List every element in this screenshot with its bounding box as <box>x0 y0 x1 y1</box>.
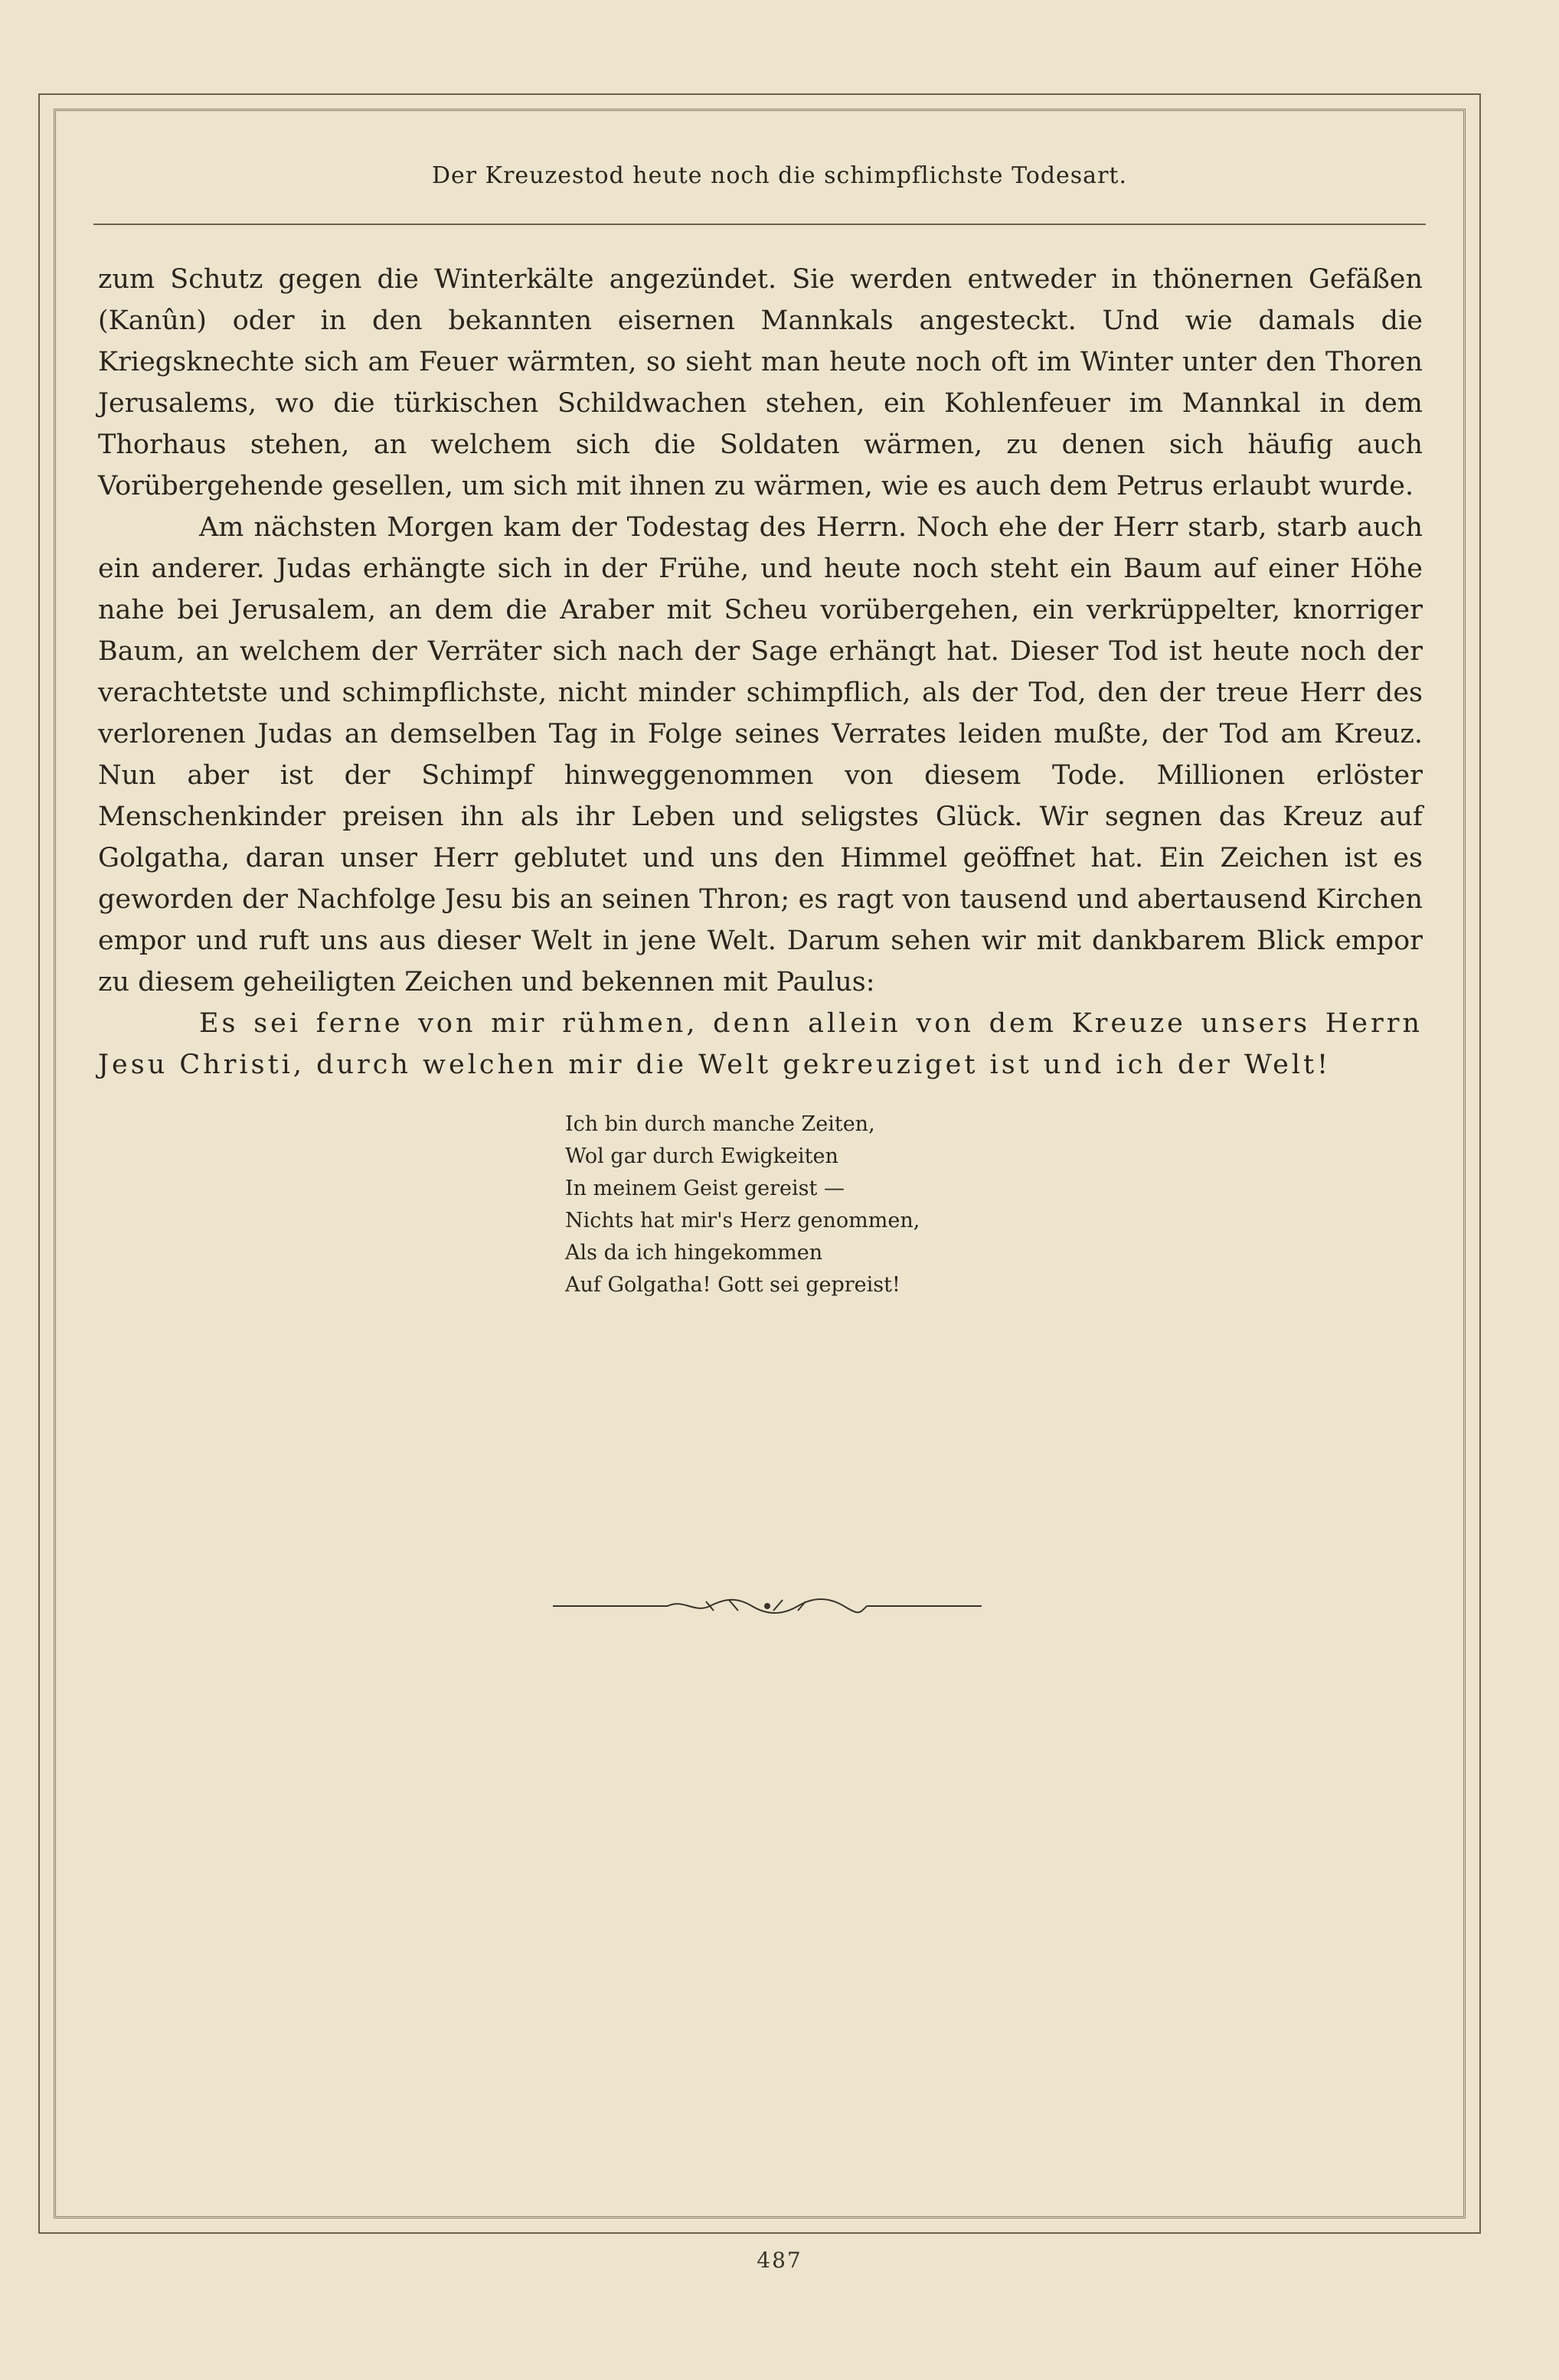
poem-line: In meinem Geist gereist — <box>565 1177 845 1200</box>
main-text <box>98 259 1423 1086</box>
poem-line: Auf Golgatha! Gott sei gepreist! <box>565 1273 900 1297</box>
paragraph-1: zum Schutz gegen die Winterkälte angezündet. Sie werden entweder in thönernen Gefäßen (Kanûn) oder in den bekannten eisernen Mannkals angesteckt. Und wie damals die Kriegsknechte sich am Feuer wärmten, so sieht man heute noch oft im Winter unter den Thoren Jerusalems, wo die türkischen Schildwachen stehen, ein Kohlenfeuer im Mannkal in dem Thorhaus stehen, an welchem sich die Soldaten wärmen, zu denen sich häufig auch Vorübergehende gesellen, um sich mit ihnen zu wärmen, wie es auch dem Petrus erlaubt wurde. <box>98 264 1423 501</box>
poem-line: Ich bin durch manche Zeiten, <box>565 1112 875 1136</box>
running-head: Der Kreuzestod heute noch die schimpflichste Todesart. <box>431 162 1128 189</box>
poem-line: Nichts hat mir's Herz genommen, <box>565 1209 920 1232</box>
poem-line: Als da ich hingekommen <box>565 1241 823 1265</box>
page-number: 487 <box>757 2248 802 2273</box>
vignette-ornament-icon <box>553 1591 982 1621</box>
poem <box>565 1108 920 1301</box>
scripture-quote: Es sei ferne von mir rühmen, denn allein von dem Kreuze unsers Herrn Jesu Christi, durch welchen mir die Welt gekreuziget ist und ich der Welt! <box>98 1008 1423 1080</box>
poem-line: Wol gar durch Ewigkeiten <box>565 1144 838 1168</box>
header-rule <box>93 224 1426 225</box>
paragraph-2: Am nächsten Morgen kam der Todestag des Herrn. Noch ehe der Herr starb, starb auch ein anderer. Judas erhängte sich in der Frühe, und heute noch steht ein Baum auf einer Höhe nahe bei Jerusalem, an dem die Araber mit Scheu vorübergehen, ein verkrüppelter, knorriger Baum, an welchem der Verräter sich nach der Sage erhängt hat. Dieser Tod ist heute noch der verachtetste und schimpflichste, nicht minder schimpflich, als der Tod, den der treue Herr des verlorenen Judas an demselben Tag in Folge seines Verrates leiden mußte, der Tod am Kreuz. Nun aber ist der Schimpf hinweggenommen von diesem Tode. Millionen erlöster Menschenkinder preisen ihn als ihr Leben und seligstes Glück. Wir segnen das Kreuz auf Golgatha, daran unser Herr geblutet und uns den Himmel geöffnet hat. Ein Zeichen ist es geworden der Nachfolge Jesu bis an seinen Thron; es ragt von tausend und abertausend Kirchen empor und ruft uns aus dieser Welt in jene Welt. Darum sehen wir mit dankbarem Blick empor zu diesem geheiligten Zeichen und bekennen mit Paulus: <box>98 512 1423 997</box>
